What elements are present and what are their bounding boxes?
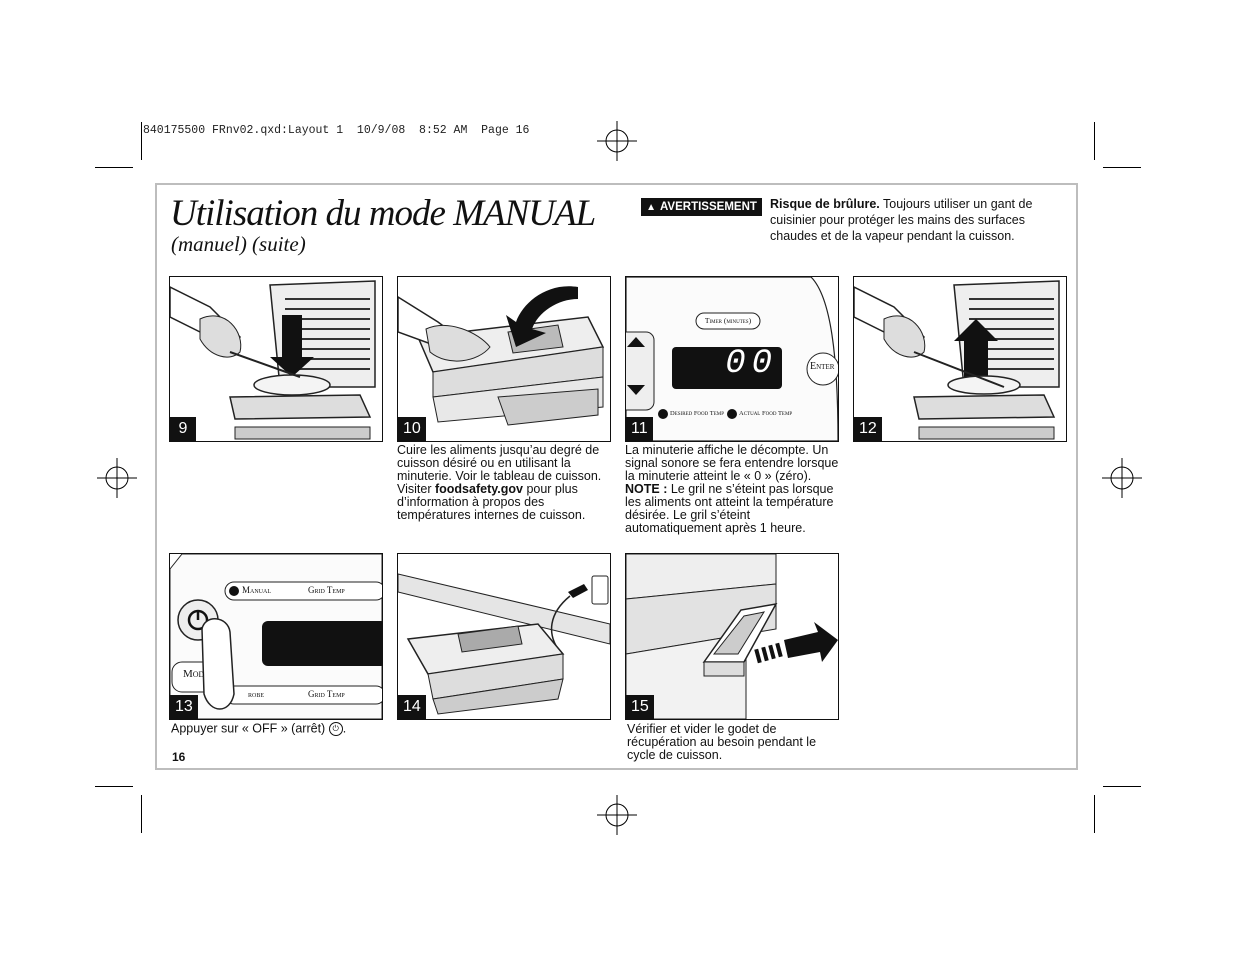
warning-triangle-icon: ▲ (646, 201, 656, 213)
warning-body: Toujours utiliser un gant de cuisinier pour protéger les mains des surfaces chaudes et de la vapeur pendant la cuisson. (770, 197, 1033, 243)
desired-temp-label: Desired Food Temp (670, 410, 725, 417)
foodsafety-link[interactable]: foodsafety.gov (434, 482, 523, 496)
step-number: 12 (854, 417, 882, 441)
crop-mark (1094, 795, 1095, 833)
page-title: Utilisation du mode MANUAL (170, 193, 596, 234)
caption-text: Le gril ne s’éteint pas lorsque les aliments ont atteint la température désirée. Le gril s’éteint automatiquement après 1 heure. (625, 482, 834, 535)
grill-placing-food-illustration (170, 277, 382, 441)
warning-lead: Risque de brûlure. (770, 197, 880, 211)
step-caption-15: Vérifier et vider le godet de récupération au besoin pendant le cycle de cuisson. (627, 722, 817, 762)
registration-mark-icon (1102, 458, 1142, 498)
grid-temp-label: Grid Temp (308, 585, 345, 595)
step-panel-13 (169, 553, 383, 720)
registration-mark-icon (597, 121, 637, 161)
step-number: 14 (398, 695, 426, 719)
step-number: 10 (398, 417, 426, 441)
step-panel-12 (853, 276, 1067, 442)
timer-display: 00 (725, 345, 778, 383)
step-number: 13 (170, 695, 198, 719)
registration-mark-icon (97, 458, 137, 498)
step-number: 9 (170, 417, 196, 441)
manual-label: Manual (242, 585, 271, 595)
probe-label: robe (248, 689, 265, 699)
note-label: NOTE : (625, 482, 668, 496)
page-number: 16 (172, 750, 186, 764)
step-caption-13 (171, 722, 386, 736)
caption-text: La minuterie affiche le décompte. Un signal sonore se fera entendre lorsque la minuterie atteint le « 0 » (zéro). (625, 443, 839, 483)
warning-badge-label: AVERTISSEMENT (659, 201, 757, 213)
actual-temp-label: Actual Food Temp (739, 410, 793, 417)
warning-text (770, 196, 1070, 244)
crop-mark (141, 122, 142, 160)
drip-tray-removal-illustration (626, 554, 838, 719)
grill-unplugged-illustration (398, 554, 610, 719)
mode-label: Mod (183, 668, 205, 680)
step-caption-11 (625, 444, 840, 535)
grill-removing-food-illustration (854, 277, 1066, 441)
caption-text: . (342, 721, 347, 736)
enter-button: Enter (810, 361, 835, 372)
timer-label: Timer (minutes) (704, 316, 752, 325)
warning-badge (641, 198, 762, 216)
caption-text: Appuyer sur « OFF » (arrêt) (171, 721, 329, 736)
registration-mark-icon (597, 795, 637, 835)
printer-slug: 840175500 FRnv02.qxd:Layout 1 10/9/08 8:52 AM Page 16 (143, 124, 530, 137)
step-panel-11 (625, 276, 839, 442)
power-off-icon: ⏻ (329, 722, 343, 736)
step-panel-9 (169, 276, 383, 442)
crop-mark (95, 167, 133, 168)
crop-mark (1094, 122, 1095, 160)
caption-text: Cuire les aliments jusqu’au degré de cuisson désiré ou en utilisant la minuterie. Voir le tableau de cuisson. Visiter (397, 443, 602, 496)
step-panel-10 (397, 276, 611, 442)
crop-mark (1103, 167, 1141, 168)
step-panel-15 (625, 553, 839, 720)
step-panel-14 (397, 553, 611, 720)
power-off-button-illustration (170, 554, 382, 719)
page-subtitle: (manuel) (suite) (171, 232, 306, 256)
caption-text: pour plus d’information à propos des températures internes de cuisson. (397, 482, 586, 522)
step-caption-10 (397, 444, 612, 522)
step-number: 11 (626, 417, 653, 441)
grill-closing-lid-illustration (398, 277, 610, 441)
grid-temp-label-2: Grid Temp (308, 689, 345, 699)
step-number: 15 (626, 695, 654, 719)
crop-mark (141, 795, 142, 833)
crop-mark (95, 786, 133, 787)
crop-mark (1103, 786, 1141, 787)
